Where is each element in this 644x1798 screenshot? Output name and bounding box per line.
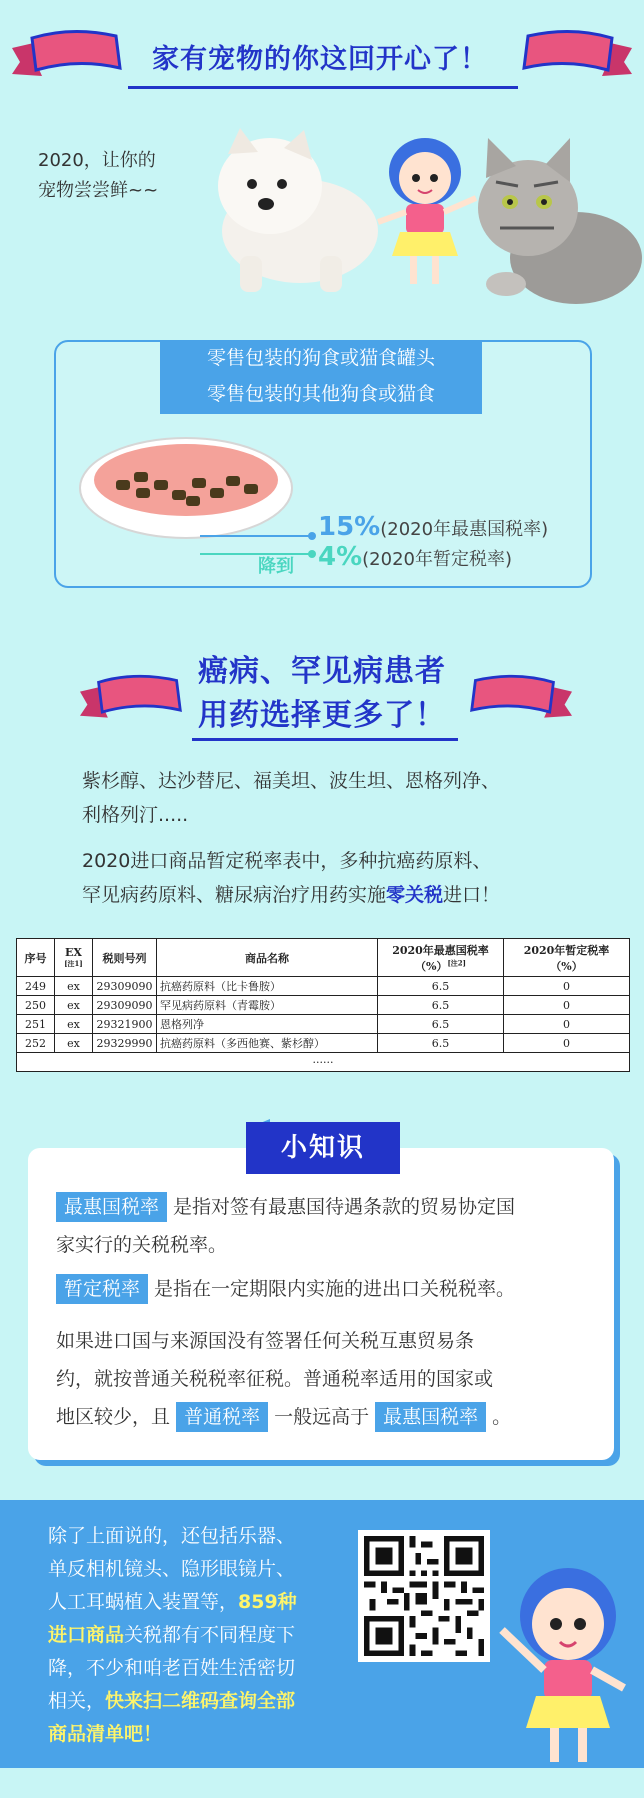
puppy-image-icon <box>200 126 390 300</box>
section1-title: 家有宠物的你这回开心了！ <box>152 44 488 75</box>
knowledge-title: 小知识 <box>246 1122 400 1174</box>
title-underline <box>192 738 458 741</box>
col-mfn: 2020年最惠国税率 （%）[注2] <box>378 939 504 977</box>
table-row: 250 ex 29309090 罕见病药原料（青霉胺） 6.5 0 <box>17 996 630 1015</box>
pet-food-label: 零售包装的狗食或猫食罐头 零售包装的其他狗食或猫食 <box>160 340 482 414</box>
tariff-table <box>16 938 630 1072</box>
ribbon-left-icon <box>12 28 124 84</box>
mfn-definition: 最惠国税率 是指对签有最惠国待遇条款的贸易协定国 家实行的关税税率。 <box>56 1188 596 1264</box>
tag-mfn: 最惠国税率 <box>375 1402 486 1432</box>
arrow-label: 降到 <box>258 556 294 577</box>
table-row: 251 ex 29321900 恩格列净 6.5 0 <box>17 1015 630 1034</box>
col-ex: EX [注1] <box>55 939 93 977</box>
tag-provisional: 暂定税率 <box>56 1274 148 1304</box>
girl-cartoon-icon <box>498 1560 638 1774</box>
girl-cartoon-icon <box>370 132 480 296</box>
table-ellipsis-row: ······ <box>17 1053 630 1072</box>
col-prov: 2020年暂定税率 （%） <box>504 939 630 977</box>
rate-provisional: 4%(2020年暂定税率) <box>318 542 513 572</box>
general-rate-explanation: 如果进口国与来源国没有签署任何关税互惠贸易条 约，就按普通关税税率征税。普通税率适用的国家或 地区较少，且 普通税率 一般远高于 最惠国税率 。 <box>56 1322 604 1436</box>
tag-general: 普通税率 <box>176 1402 268 1432</box>
table-row: 252 ex 29329990 抗癌药原料（多西他赛、紫杉醇） 6.5 0 <box>17 1034 630 1053</box>
bottom-text: 除了上面说的，还包括乐器、 单反相机镜头、隐形眼镜片、 人工耳蜗植入装置等，859种 进口商品关税都有不同程度下 降，不少和咱老百姓生活密切 相关，快来扫二维码查询全部 商品清单吧！ <box>48 1525 297 1745</box>
col-no: 序号 <box>17 939 55 977</box>
ribbon-right-icon <box>468 672 572 726</box>
qr-code-icon[interactable] <box>358 1530 490 1662</box>
intro-text: 2020，让你的 宠物尝尝鲜~~ <box>38 150 159 201</box>
drug-list-text: 紫杉醇、达沙替尼、福美坦、波生坦、恩格列净、 利格列汀..... <box>82 770 501 826</box>
rate-mfn: 15%(2020年最惠国税率) <box>318 512 549 542</box>
table-header-row <box>17 939 630 977</box>
zero-tariff-text: 2020进口商品暂定税率表中，多种抗癌药原料、 罕见病药原料、糖尿病治疗用药实施零关税进口！ <box>82 850 501 906</box>
ribbon-right-icon <box>520 28 632 84</box>
col-name: 商品名称 <box>157 939 378 977</box>
table-row: 249 ex 29309090 抗癌药原料（比卡鲁胺） 6.5 0 <box>17 977 630 996</box>
provisional-definition: 暂定税率 是指在一定期限内实施的进出口关税税率。 <box>56 1270 604 1308</box>
col-code: 税则号列 <box>93 939 157 977</box>
ribbon-left-icon <box>80 672 184 726</box>
cat-image-icon <box>466 138 642 312</box>
tag-mfn: 最惠国税率 <box>56 1192 167 1222</box>
section2-title: 癌病、罕见病患者 用药选择更多了！ <box>198 654 446 733</box>
title-underline <box>128 86 518 89</box>
